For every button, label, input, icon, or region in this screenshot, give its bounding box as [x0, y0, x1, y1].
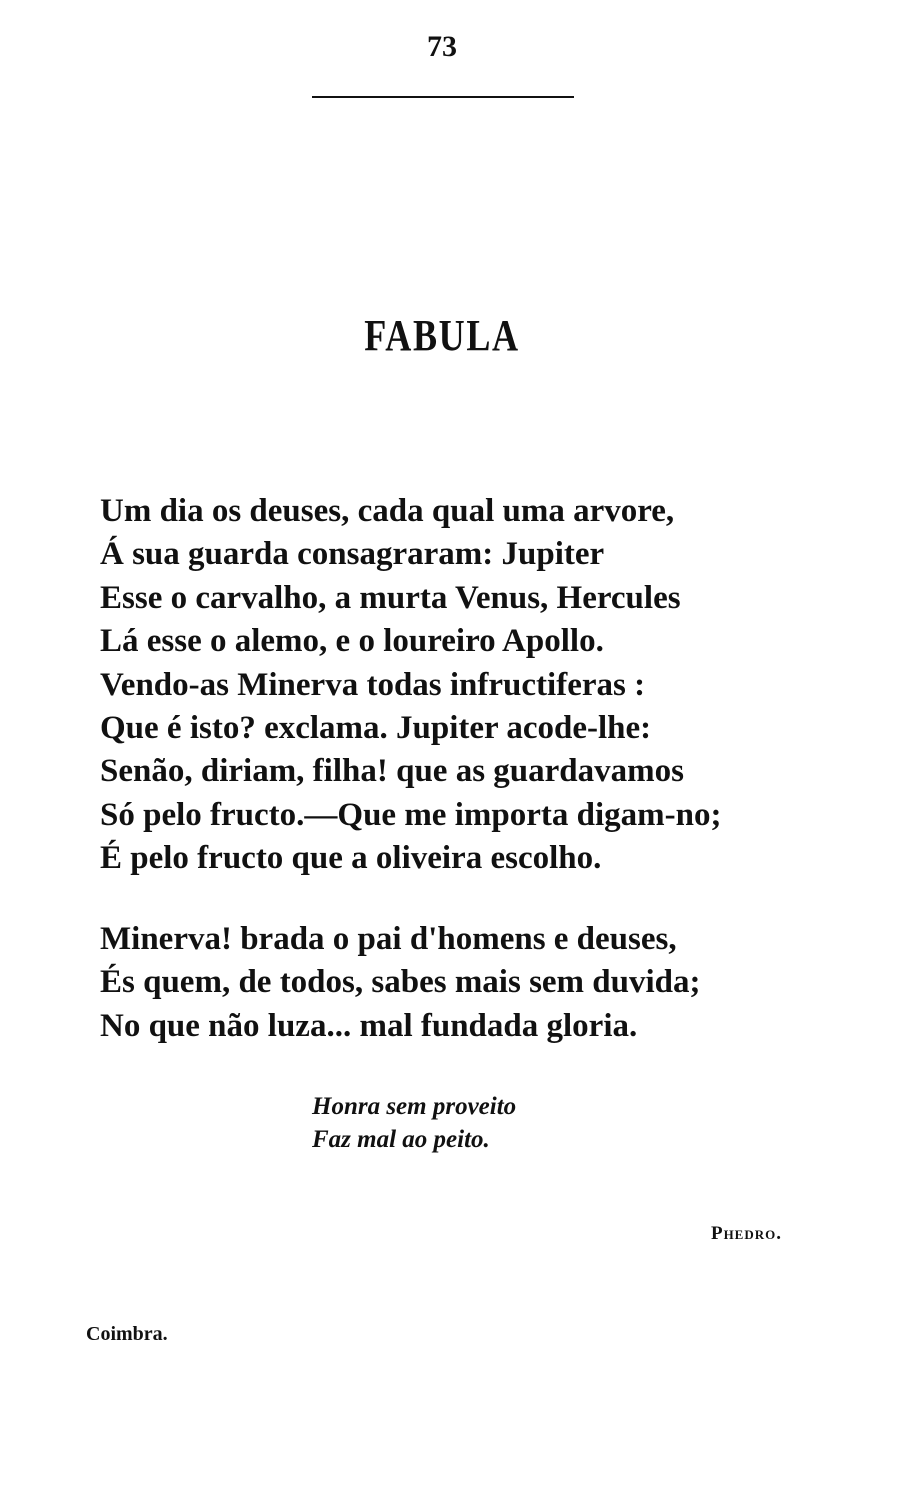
verse-line: Minerva! brada o pai d'homens e deuses,: [100, 921, 677, 957]
proverb: [312, 1090, 712, 1156]
page-number: 73: [427, 30, 457, 63]
proverb-line: Faz mal ao peito.: [312, 1126, 490, 1153]
verse-line: Lá esse o alemo, e o loureiro Apollo.: [100, 623, 604, 660]
stanza-2: [100, 918, 800, 1048]
stanza-1: [100, 490, 800, 881]
verse-line: Que é isto? exclama. Jupiter acode-lhe:: [100, 709, 652, 746]
verse-line: Vendo-as Minerva todas infructiferas :: [100, 666, 646, 703]
poem-title: FABULA: [364, 311, 520, 360]
author-signature: Phedro.: [710, 1223, 782, 1244]
verse-line: Senão, diriam, filha! que as guardavamos: [100, 753, 684, 790]
verse-line: Só pelo fructo.—Que me importa digam-no;: [100, 796, 722, 833]
verse-line: Á sua guarda consagraram: Jupiter: [100, 536, 605, 573]
header-rule: [312, 96, 574, 98]
verse-line: Um dia os deuses, cada qual uma arvore,: [100, 493, 675, 529]
verse-line: És quem, de todos, sabes mais sem duvida;: [100, 964, 701, 1001]
place-name: Coimbra.: [86, 1323, 168, 1345]
proverb-line: Honra sem proveito: [312, 1093, 517, 1120]
verse-line: Esse o carvalho, a murta Venus, Hercules: [100, 579, 681, 616]
verse-line: É pelo fructo que a oliveira escolho.: [100, 840, 602, 877]
verse-line: No que não luza... mal fundada gloria.: [100, 1007, 638, 1044]
